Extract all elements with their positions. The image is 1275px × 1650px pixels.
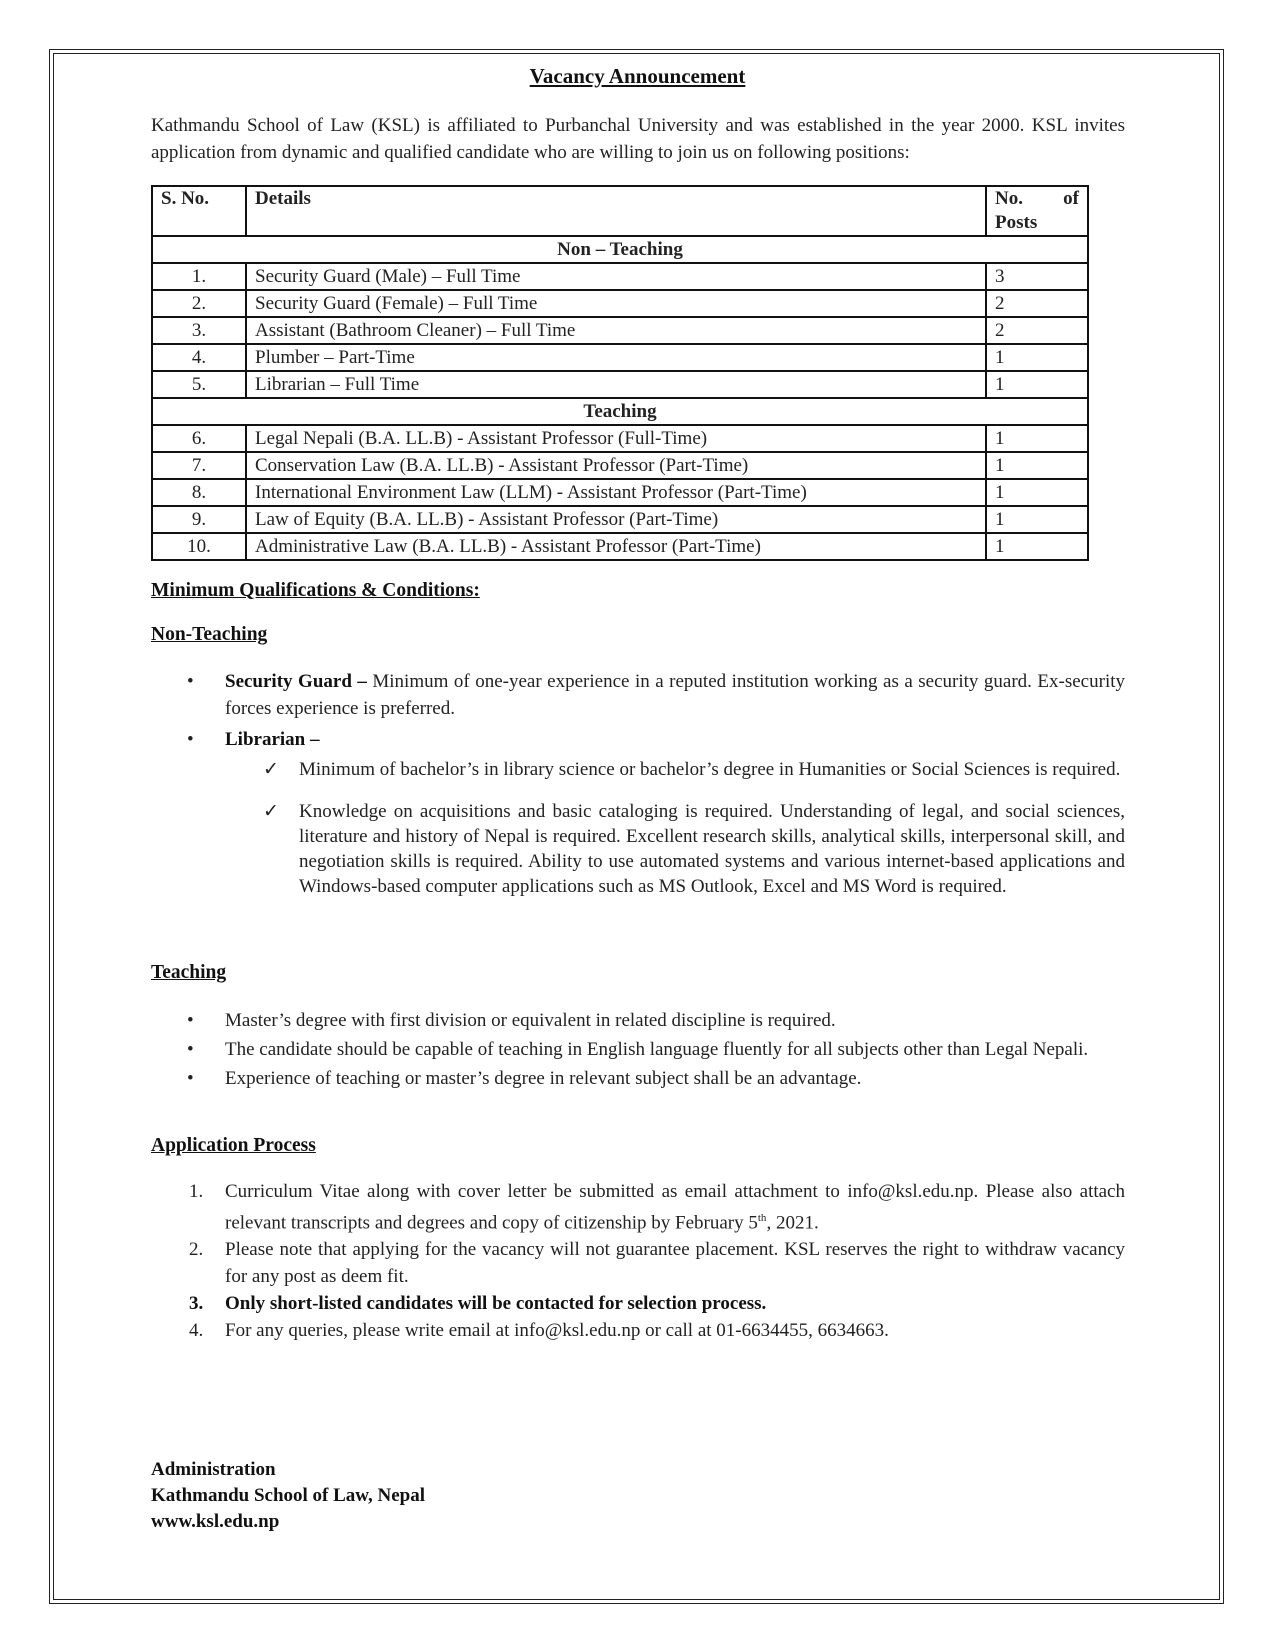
vacancy-table <box>151 185 1089 561</box>
group-row-teaching <box>152 398 1088 425</box>
table-row <box>152 263 1088 290</box>
cell-details: Legal Nepali (B.A. LL.B) - Assistant Professor (Full-Time) <box>246 425 986 452</box>
cell-posts: 1 <box>986 371 1088 398</box>
cell-sno: 8. <box>152 479 246 506</box>
step-text: , 2021. <box>766 1212 819 1234</box>
table-row <box>152 506 1088 533</box>
group-row-non-teaching <box>152 236 1088 263</box>
list-item <box>151 1065 1125 1092</box>
group-label: Non – Teaching <box>152 236 1088 263</box>
application-steps <box>151 1178 1125 1344</box>
librarian-point-text: Knowledge on acquisitions and basic cataloging is required. Understanding of legal, and social sciences, literature and history of Nepal is required. Excellent research skills, analytical skills, interpersonal skill, and negotiation skills is required. Ability to use automated systems and various internet-based applications and Windows-based computer applications such as MS Outlook, Excel and MS Word is required. <box>299 801 1125 897</box>
application-step <box>151 1178 1125 1236</box>
table-row <box>152 317 1088 344</box>
teaching-list <box>151 1007 1125 1092</box>
cell-posts: 1 <box>986 344 1088 371</box>
signature-block <box>151 1457 425 1535</box>
list-item <box>151 1007 1125 1034</box>
librarian-point <box>151 757 1125 783</box>
step-text: Curriculum Vitae along with cover letter be submitted as email attachment to info@ksl.edu.np. Please also attach relevant transcripts and degrees and copy of citizenship by February 5 <box>225 1181 1125 1234</box>
cell-posts: 1 <box>986 506 1088 533</box>
non-teaching-heading: Non-Teaching <box>151 624 268 645</box>
step-text: Only short-listed candidates will be contacted for selection process. <box>225 1293 767 1315</box>
bullet-icon: • <box>187 1068 194 1089</box>
signature-website: www.ksl.edu.np <box>151 1511 280 1532</box>
header-details: Details <box>246 186 986 236</box>
header-posts <box>986 186 1088 236</box>
security-guard-label: Security Guard – <box>225 671 367 692</box>
cell-sno: 3. <box>152 317 246 344</box>
cell-posts: 2 <box>986 317 1088 344</box>
teaching-point-text: The candidate should be capable of teaching in English language fluently for all subjects other than Legal Nepali. <box>225 1039 1089 1060</box>
cell-details: Assistant (Bathroom Cleaner) – Full Time <box>246 317 986 344</box>
application-step <box>151 1317 1125 1344</box>
bullet-icon: • <box>187 1010 194 1031</box>
application-step <box>151 1290 1125 1317</box>
step-number: 4. <box>189 1320 204 1342</box>
step-sup: th <box>757 1212 767 1224</box>
cell-posts: 1 <box>986 533 1088 560</box>
cell-details: Plumber – Part-Time <box>246 344 986 371</box>
list-item-security-guard <box>151 668 1125 722</box>
header-posts-no: No. <box>995 188 1023 209</box>
cell-details: Administrative Law (B.A. LL.B) - Assistant Professor (Part-Time) <box>246 533 986 560</box>
teaching-point-text: Master’s degree with first division or equivalent in related discipline is required. <box>225 1010 836 1031</box>
cell-sno: 7. <box>152 452 246 479</box>
header-sno: S. No. <box>152 186 246 236</box>
bullet-icon: • <box>187 671 194 692</box>
check-icon: ✓ <box>263 759 279 780</box>
table-row <box>152 371 1088 398</box>
table-row <box>152 425 1088 452</box>
cell-sno: 1. <box>152 263 246 290</box>
step-text: For any queries, please write email at info@ksl.edu.np or call at 01-6634455, 6634663. <box>225 1320 889 1342</box>
table-row <box>152 344 1088 371</box>
bullet-icon: • <box>187 1039 194 1060</box>
cell-sno: 9. <box>152 506 246 533</box>
teaching-heading: Teaching <box>151 962 227 983</box>
application-step <box>151 1236 1125 1290</box>
cell-posts: 1 <box>986 479 1088 506</box>
cell-details: Conservation Law (B.A. LL.B) - Assistant Professor (Part-Time) <box>246 452 986 479</box>
table-header-row <box>152 186 1088 236</box>
cell-sno: 10. <box>152 533 246 560</box>
table-row <box>152 533 1088 560</box>
security-guard-text: Minimum of one-year experience in a reputed institution working as a security guard. Ex-security forces experience is preferred. <box>225 671 1125 719</box>
group-label: Teaching <box>152 398 1088 425</box>
header-posts-label: Posts <box>995 212 1038 233</box>
step-number: 3. <box>189 1293 204 1315</box>
table-row <box>152 479 1088 506</box>
signature-department: Administration <box>151 1459 276 1480</box>
teaching-point-text: Experience of teaching or master’s degree in relevant subject shall be an advantage. <box>225 1068 862 1089</box>
cell-details: Librarian – Full Time <box>246 371 986 398</box>
non-teaching-list <box>151 668 1125 899</box>
signature-organization: Kathmandu School of Law, Nepal <box>151 1485 425 1506</box>
cell-sno: 4. <box>152 344 246 371</box>
intro-paragraph: Kathmandu School of Law (KSL) is affiliated to Purbanchal University and was established in the year 2000. KSL invites application from dynamic and qualified candidate who are willing to join us on following positions: <box>151 115 1125 163</box>
table-row <box>152 290 1088 317</box>
header-posts-of: of <box>1063 188 1079 209</box>
page-title: Vacancy Announcement <box>529 64 746 88</box>
cell-details: Security Guard (Female) – Full Time <box>246 290 986 317</box>
cell-sno: 5. <box>152 371 246 398</box>
qualifications-heading: Minimum Qualifications & Conditions: <box>151 580 480 601</box>
librarian-point-text: Minimum of bachelor’s in library science or bachelor’s degree in Humanities or Social Sciences is required. <box>299 759 1121 780</box>
cell-posts: 3 <box>986 263 1088 290</box>
cell-details: International Environment Law (LLM) - Assistant Professor (Part-Time) <box>246 479 986 506</box>
librarian-point <box>151 799 1125 899</box>
check-icon: ✓ <box>263 801 279 822</box>
cell-details: Law of Equity (B.A. LL.B) - Assistant Professor (Part-Time) <box>246 506 986 533</box>
cell-posts: 2 <box>986 290 1088 317</box>
step-number: 1. <box>189 1181 204 1202</box>
librarian-label: Librarian – <box>225 729 320 750</box>
step-number: 2. <box>189 1239 204 1261</box>
application-heading: Application Process <box>151 1135 316 1156</box>
list-item <box>151 1036 1125 1063</box>
cell-posts: 1 <box>986 425 1088 452</box>
table-row <box>152 452 1088 479</box>
cell-sno: 6. <box>152 425 246 452</box>
list-item-librarian <box>151 726 1125 753</box>
step-text: Please note that applying for the vacancy will not guarantee placement. KSL reserves the right to withdraw vacancy for any post as deem fit. <box>225 1239 1125 1288</box>
cell-sno: 2. <box>152 290 246 317</box>
cell-details: Security Guard (Male) – Full Time <box>246 263 986 290</box>
cell-posts: 1 <box>986 452 1088 479</box>
bullet-icon: • <box>187 729 194 750</box>
